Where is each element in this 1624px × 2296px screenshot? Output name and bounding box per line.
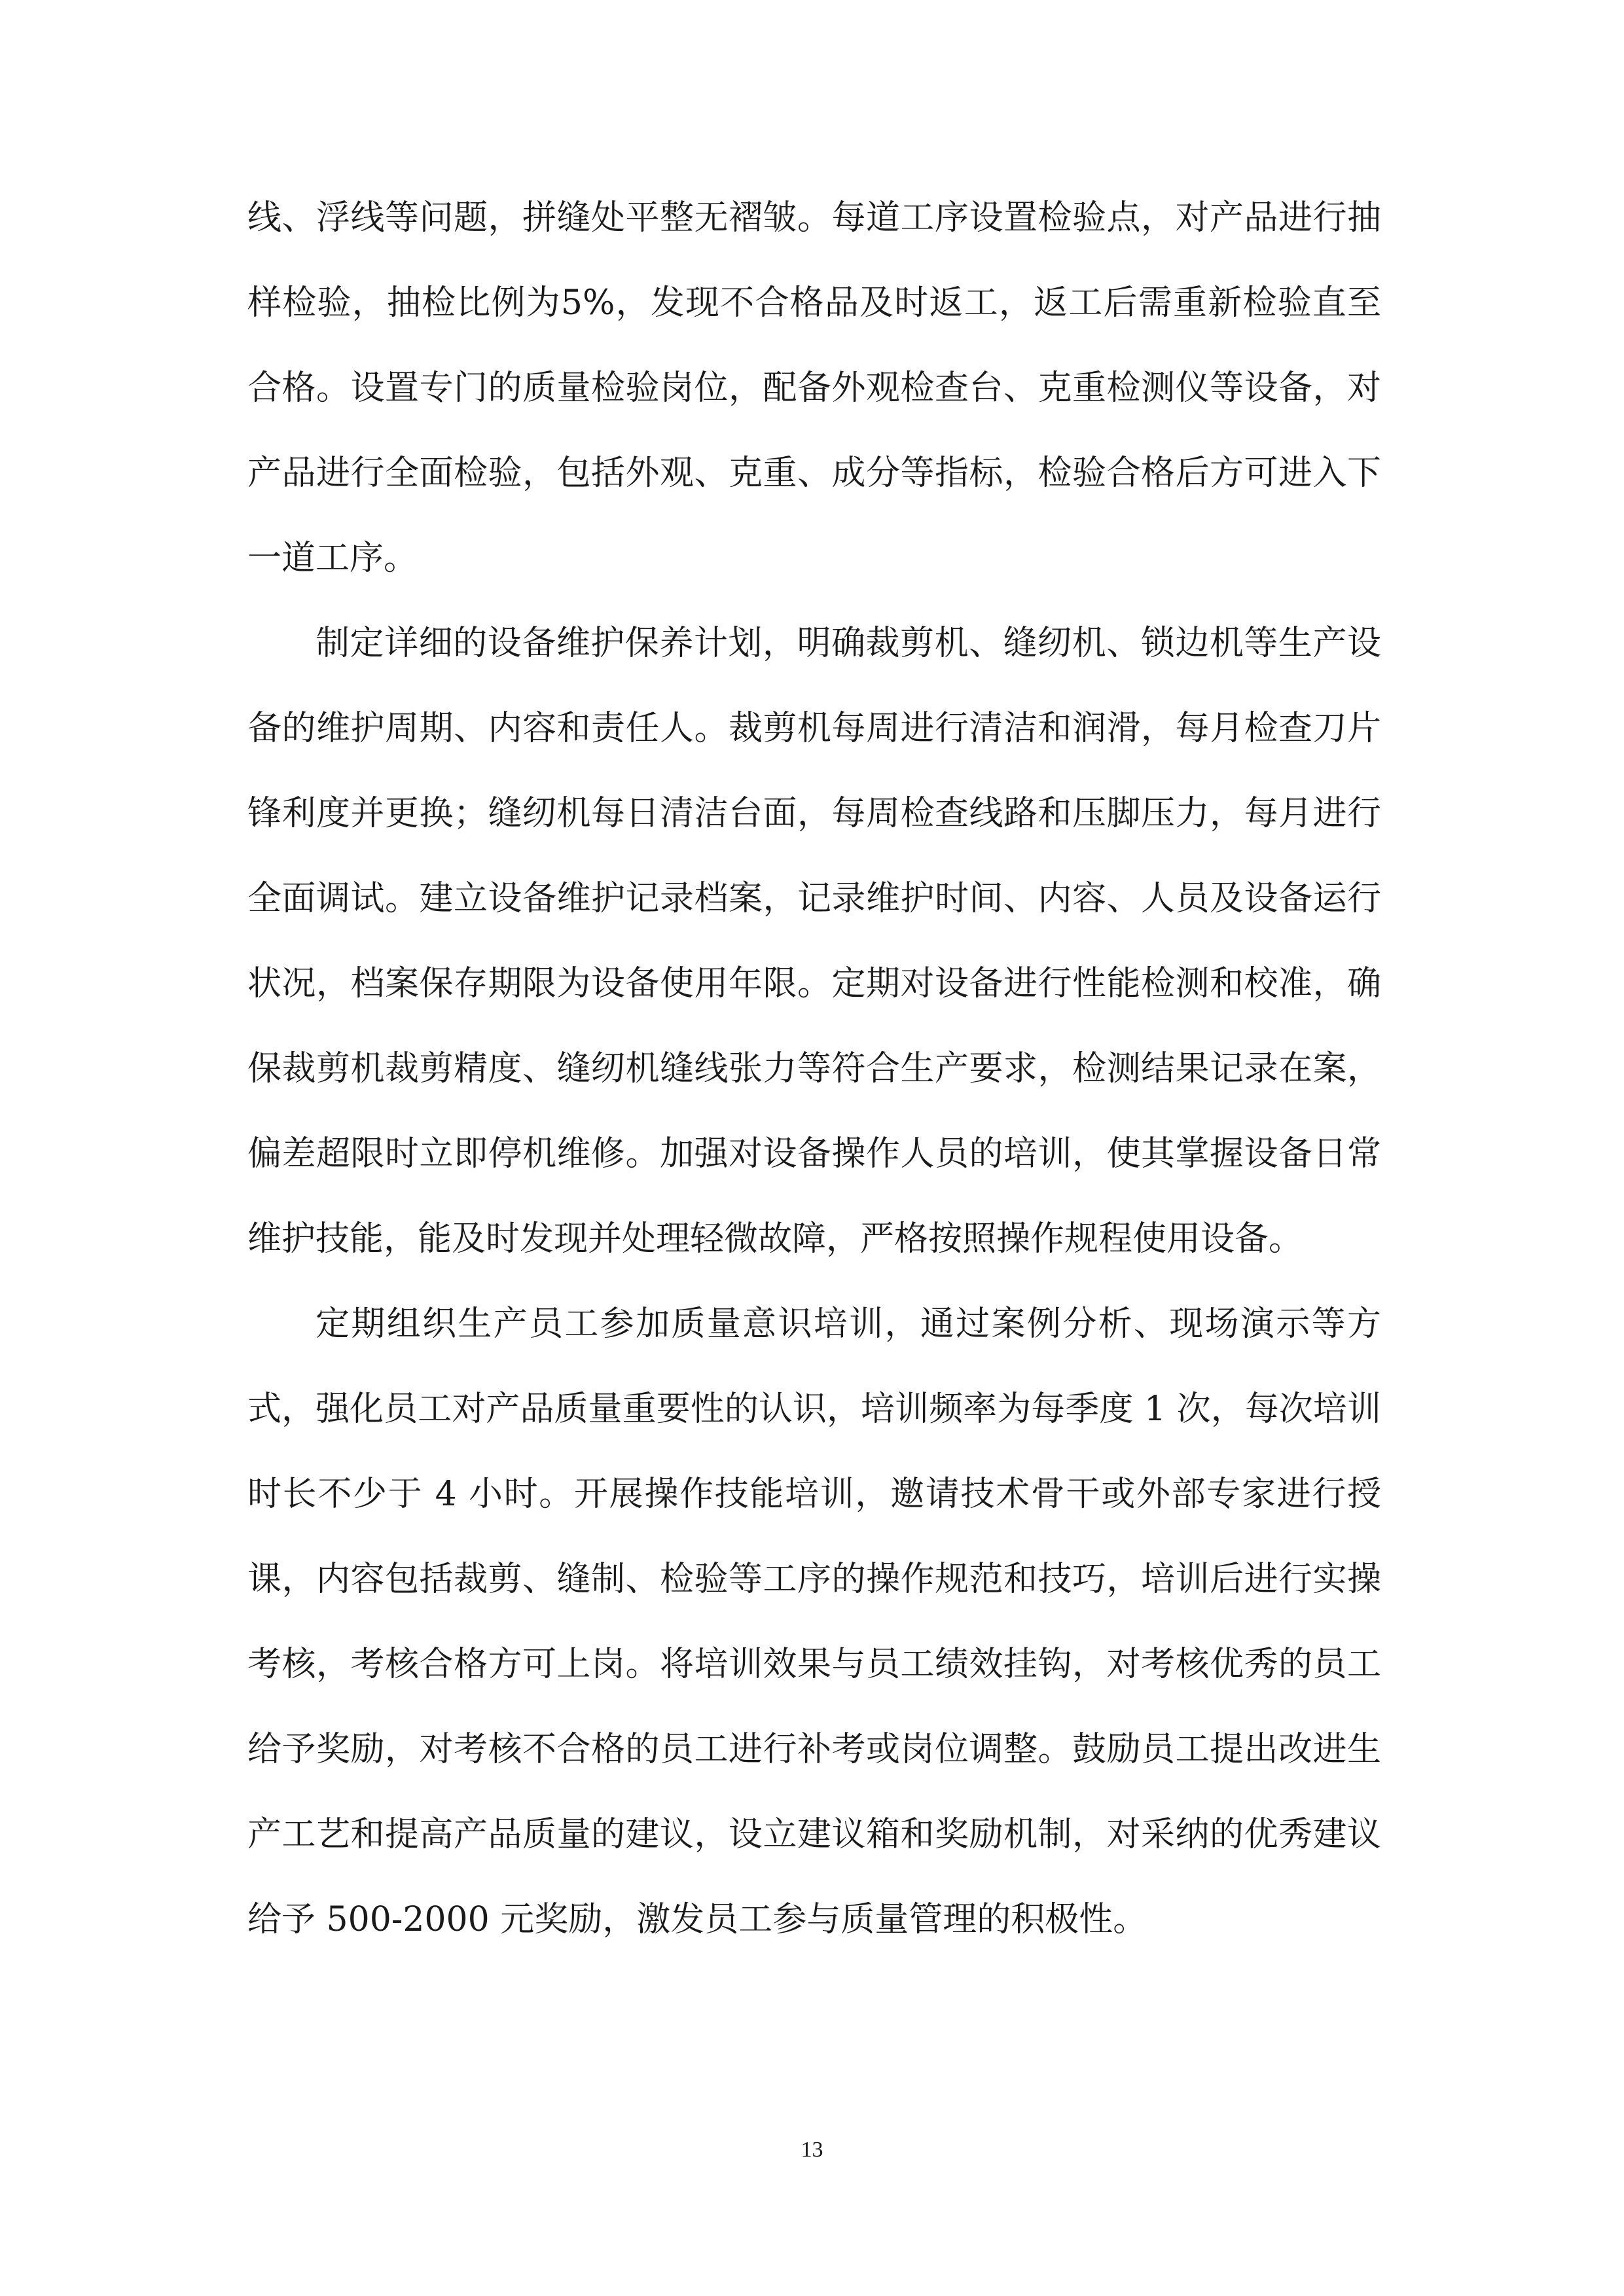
- paragraph-equipment-maintenance: 制定详细的设备维护保养计划，明确裁剪机、缝纫机、锁边机等生产设备的维护周期、内容和责任人。裁剪机每周进行清洁和润滑，每月检查刀片锋利度并更换；缝纫机每日清洁台面，每周检查线路和压脚压力，每月进行全面调试。建立设备维护记录档案，记录维护时间、内容、人员及设备运行状况，档案保存期限为设备使用年限。定期对设备进行性能检测和校准，确保裁剪机裁剪精度、缝纫机缝线张力等符合生产要求，检测结果记录在案，偏差超限时立即停机维修。加强对设备操作人员的培训，使其掌握设备日常维护技能，能及时发现并处理轻微故障，严格按照操作规程使用设备。: [247, 624, 1381, 1259]
- paragraph-staff-training: 定期组织生产员工参加质量意识培训，通过案例分析、现场演示等方式，强化员工对产品质量重要性的认识，培训频率为每季度 1 次，每次培训时长不少于 4 小时。开展操作技能培训，邀请技术骨干或外部专家进行授课，内容包括裁剪、缝制、检验等工序的操作规范和技巧，培训后进行实操考核，考核合格方可上岗。将培训效果与员工绩效挂钩，对考核优秀的员工给予奖励，对考核不合格的员工进行补考或岗位调整。鼓励员工提出改进生产工艺和提高产品质量的建议，设立建议箱和奖励机制，对采纳的优秀建议给予 500-2000 元奖励，激发员工参与质量管理的积极性。: [247, 1304, 1381, 1939]
- page-number: 13: [801, 2138, 823, 2162]
- document-body: [247, 175, 1381, 1962]
- paragraph-quality-inspection: 线、浮线等问题，拼缝处平整无褶皱。每道工序设置检验点，对产品进行抽样检验，抽检比例为5%，发现不合格品及时返工，返工后需重新检验直至合格。设置专门的质量检验岗位，配备外观检查台、克重检测仪等设备，对产品进行全面检验，包括外观、克重、成分等指标，检验合格后方可进入下一道工序。: [247, 198, 1381, 578]
